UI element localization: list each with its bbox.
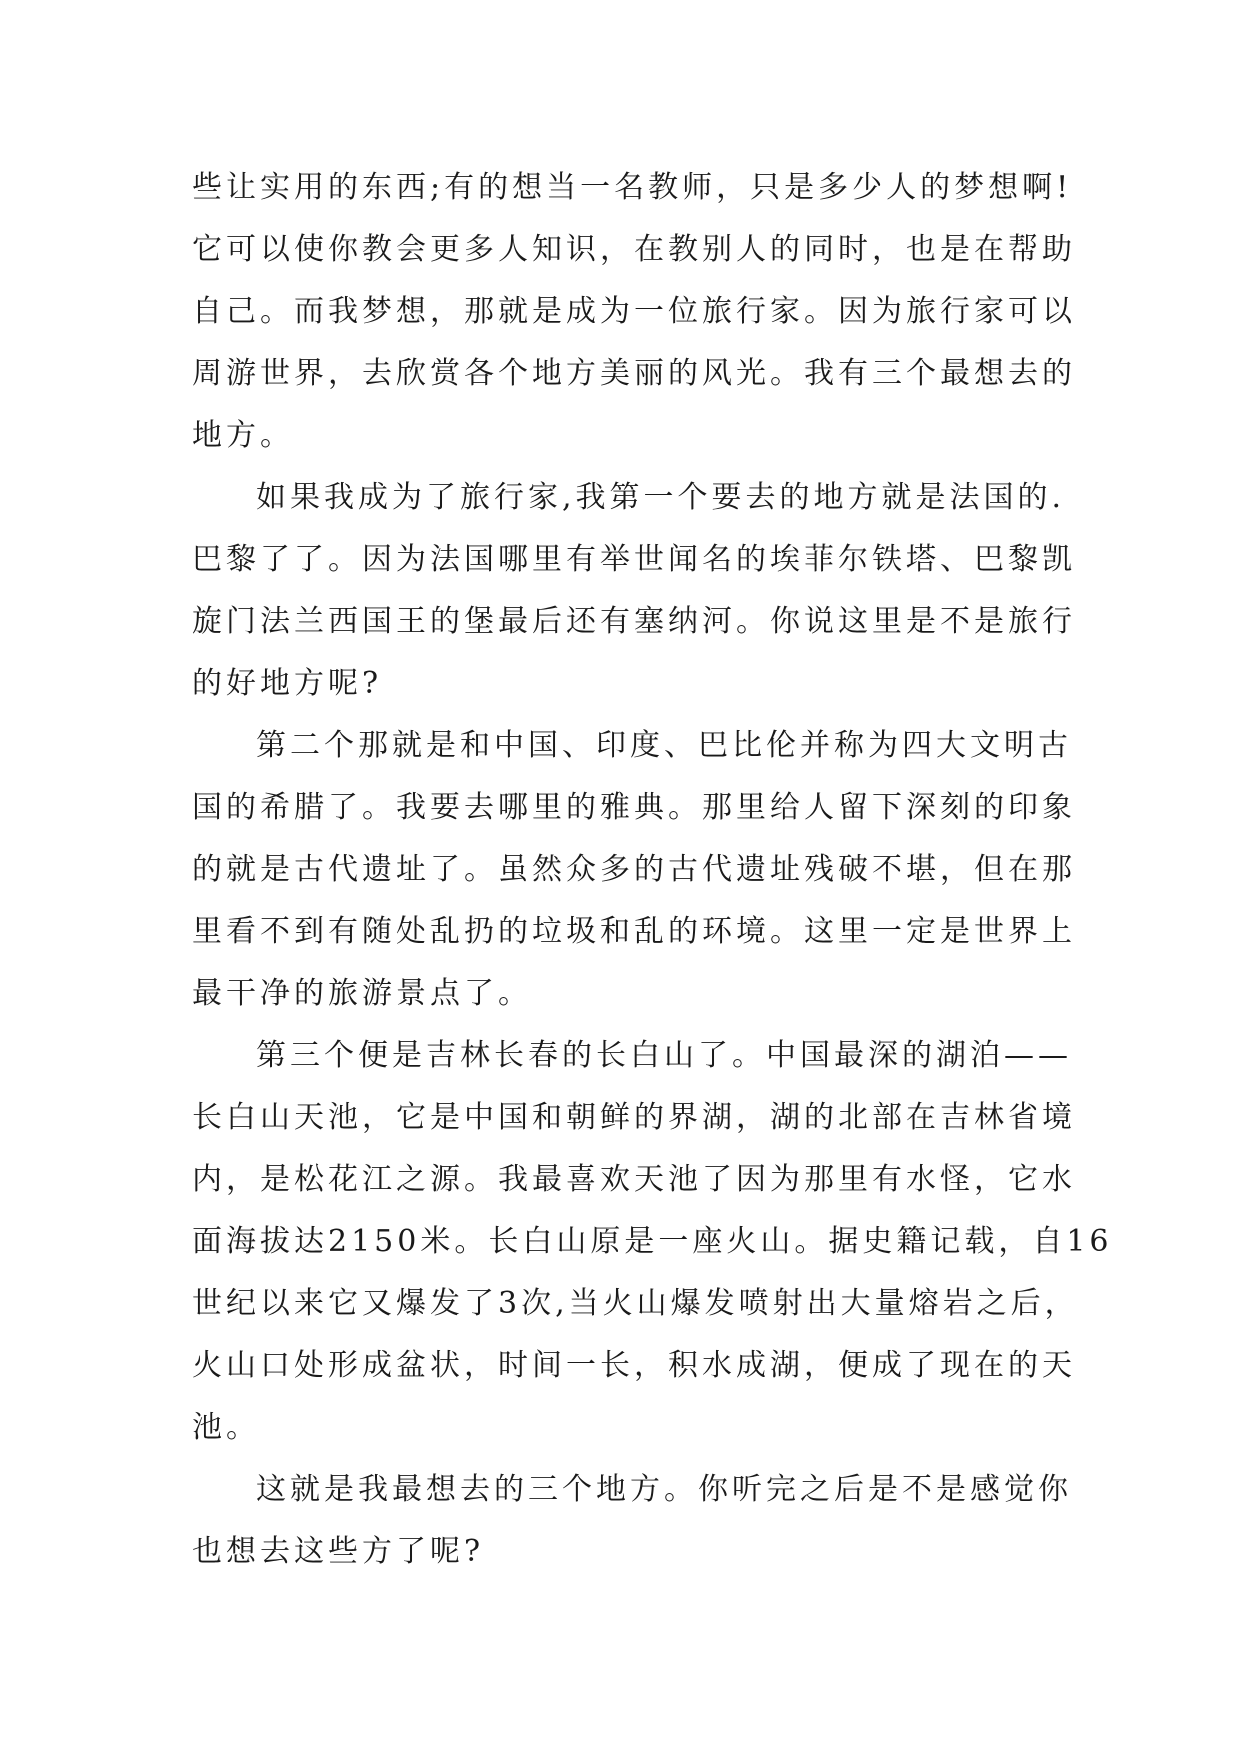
text-line: 长白山天池，它是中国和朝鲜的界湖，湖的北部在吉林省境 xyxy=(192,1100,1076,1135)
paragraph-3 xyxy=(192,715,1076,1025)
text-line: 国的希腊了。我要去哪里的雅典。那里给人留下深刻的印象 xyxy=(192,790,1076,825)
text-line: 周游世界，去欣赏各个地方美丽的风光。我有三个最想去的 xyxy=(192,356,1076,391)
text-line: 也想去这些方了呢? xyxy=(192,1534,485,1569)
text-line: 火山口处形成盆状，时间一长，积水成湖，便成了现在的天 xyxy=(192,1348,1076,1383)
text-line: 里看不到有随处乱扔的垃圾和乱的环境。这里一定是世界上 xyxy=(192,914,1076,949)
text-line: 自己。而我梦想，那就是成为一位旅行家。因为旅行家可以 xyxy=(192,294,1076,329)
paragraph-2 xyxy=(192,467,1076,715)
text-line: 它可以使你教会更多人知识，在教别人的同时，也是在帮助 xyxy=(192,232,1076,267)
paragraph-5 xyxy=(192,1459,1072,1583)
essay-body xyxy=(192,157,1113,1583)
text-line: 最干净的旅游景点了。 xyxy=(192,976,532,1011)
text-line: 些让实用的东西;有的想当一名教师，只是多少人的梦想啊! xyxy=(192,170,1073,205)
paragraph-4 xyxy=(192,1025,1113,1459)
text-line: 第二个那就是和中国、印度、巴比伦并称为四大文明古 xyxy=(256,728,1072,763)
text-line: 地方。 xyxy=(192,418,294,453)
paragraph-1 xyxy=(192,157,1076,467)
text-line: 这就是我最想去的三个地方。你听完之后是不是感觉你 xyxy=(256,1472,1072,1507)
text-line: 第三个便是吉林长春的长白山了。中国最深的湖泊—— xyxy=(256,1038,1072,1073)
text-line: 的就是古代遗址了。虽然众多的古代遗址残破不堪，但在那 xyxy=(192,852,1076,887)
text-line: 如果我成为了旅行家,我第一个要去的地方就是法国的. xyxy=(256,480,1066,515)
text-line: 巴黎了了。因为法国哪里有举世闻名的埃菲尔铁塔、巴黎凯 xyxy=(192,542,1076,577)
text-line: 内，是松花江之源。我最喜欢天池了因为那里有水怪，它水 xyxy=(192,1162,1076,1197)
text-line: 池。 xyxy=(192,1410,260,1445)
text-line: 旋门法兰西国王的堡最后还有塞纳河。你说这里是不是旅行 xyxy=(192,604,1076,639)
text-line: 的好地方呢? xyxy=(192,666,383,701)
text-line: 面海拔达2150米。长白山原是一座火山。据史籍记载，自16 xyxy=(192,1224,1113,1259)
text-line: 世纪以来它又爆发了3次,当火山爆发喷射出大量熔岩之后， xyxy=(192,1286,1079,1321)
